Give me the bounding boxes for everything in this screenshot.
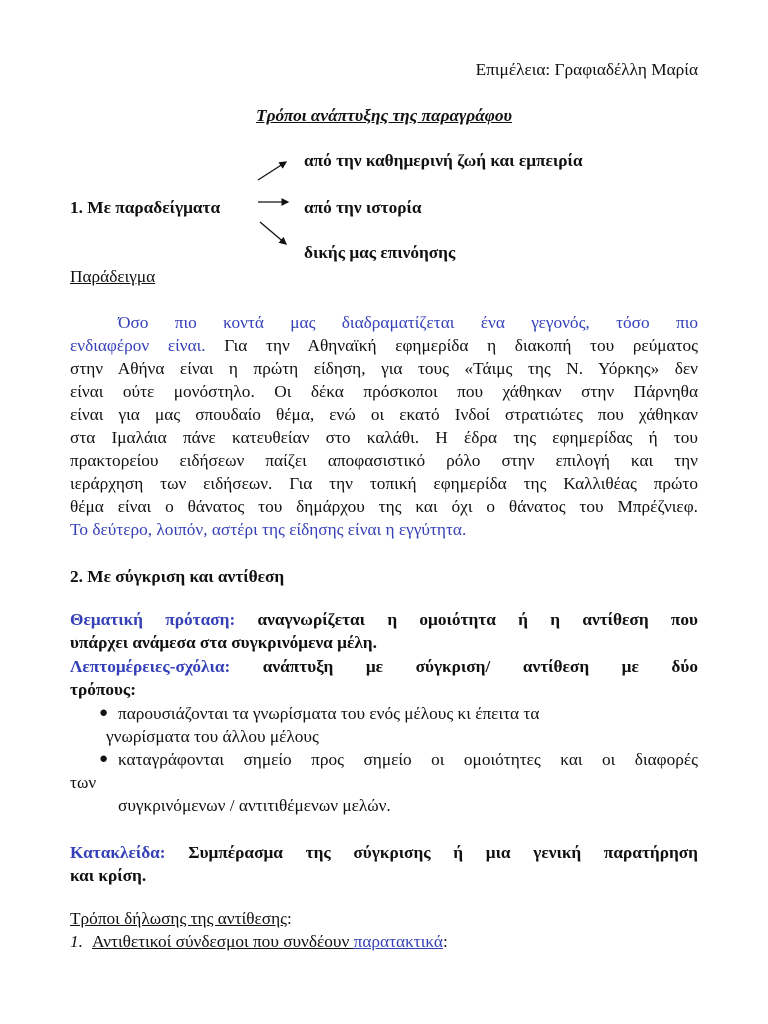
contrast-heading-colon: : [286, 909, 292, 928]
contrast-heading: Τρόποι δήλωσης της αντίθεσης [70, 909, 287, 928]
example-line-1: Όσο πιο κοντά μας διαδραματίζεται ένα γεγονός, τόσο πιο [118, 313, 698, 332]
conclusion-label: Κατακλείδα: [70, 843, 166, 862]
branch-history: από την ιστορία [304, 198, 422, 217]
conclusion-text-1: Συμπέρασμα της σύγκρισης ή μια γενική παρατήρηση [165, 843, 698, 862]
page-title: Τρόποι ανάπτυξης της παραγράφου [256, 106, 512, 125]
bullet-2-line-1: καταγράφονται σημείο προς σημείο οι ομοιότητες και οι διαφορές [118, 750, 698, 769]
section1-label: 1. Με παραδείγματα [70, 198, 221, 217]
example-line-8: ιεράρχηση των ειδήσεων. Για την τοπική εφημερίδα της Καλλιθέας πρώτο [70, 474, 698, 493]
contrast-heading-line [70, 909, 292, 929]
editor-credit: Επιμέλεια: Γραφιαδέλλη Μαρία [475, 60, 698, 79]
example-line-10: Το δεύτερο, λοιπόν, αστέρι της είδησης είναι η εγγύτητα. [70, 520, 467, 539]
bullet-icon: ● [99, 705, 109, 721]
example-line-3: στην Αθήνα είναι η πρώτη είδηση, για τους «Τάιμς της Ν. Υόρκης» δεν [70, 359, 698, 378]
section2-heading: 2. Με σύγκριση και αντίθεση [70, 567, 285, 586]
example-heading: Παράδειγμα [70, 267, 156, 286]
item-link[interactable]: παρατακτικά [353, 932, 443, 951]
topic-label: Θεματική πρόταση: [70, 610, 236, 629]
example-line-4: είναι ούτε μονόστηλο. Οι δέκα πρόσκοποι που χάθηκαν στην Πάρνηθα [70, 382, 698, 401]
details-text-1: ανάπτυξη με σύγκριση/ αντίθεση με δύο [230, 657, 698, 676]
example-line-2-lead: ενδιαφέρον είναι. [70, 336, 206, 355]
example-line-2-rest: Για την Αθηναϊκή εφημερίδα η διακοπή του ρεύματος [205, 336, 698, 355]
bullet-2-line-2: συγκρινόμενων / αντιτιθέμενων μελών. [118, 796, 391, 815]
topic-line-1 [70, 610, 698, 630]
item-colon: : [442, 932, 448, 951]
example-line-6: στα Ιμαλάια πάνε κατευθείαν στο καλάθι. Η έδρα της εφημερίδας ή του [70, 428, 698, 447]
details-label: Λεπτομέρειες-σχόλια: [70, 657, 231, 676]
bullet-2-line-1b: των [70, 773, 97, 792]
branch-invention: δικής μας επινόησης [304, 243, 456, 262]
arrow-down [260, 222, 286, 244]
details-line-2: τρόπους: [70, 680, 136, 699]
example-line-9: θέμα είναι ο θάνατος του δημάρχου της και όχι ο θάνατος του Μπρέζνιεφ. [70, 497, 698, 516]
example-line-7: πρακτορείου ειδήσεων παίζει αποφασιστικό ρόλο στην επιλογή και την [70, 451, 698, 470]
contrast-item-1 [70, 932, 448, 952]
details-line-1 [70, 657, 698, 677]
example-line-2 [70, 336, 698, 356]
branch-arrows [250, 150, 300, 250]
conclusion-line-2: και κρίση. [70, 866, 147, 885]
arrow-up [258, 162, 286, 180]
bullet-1-line-2: γνωρίσματα του άλλου μέλους [106, 727, 319, 746]
bullet-icon: ● [99, 751, 109, 767]
item-number: 1. [70, 932, 83, 951]
item-text: Αντιθετικοί σύνδεσμοι που συνδέουν [92, 932, 354, 951]
topic-text-1: αναγνωρίζεται η ομοιότητα ή η αντίθεση που [235, 610, 698, 629]
topic-line-2: υπάρχει ανάμεσα στα συγκρινόμενα μέλη. [70, 633, 377, 652]
conclusion-line-1 [70, 843, 698, 863]
example-line-5: είναι για μας σπουδαίο θέμα, ενώ οι εκατό Ινδοί στρατιώτες που χάθηκαν [70, 405, 698, 424]
bullet-1-line-1: παρουσιάζονται τα γνωρίσματα του ενός μέλους κι έπειτα τα [118, 704, 540, 723]
branch-everyday: από την καθημερινή ζωή και εμπειρία [304, 151, 583, 170]
